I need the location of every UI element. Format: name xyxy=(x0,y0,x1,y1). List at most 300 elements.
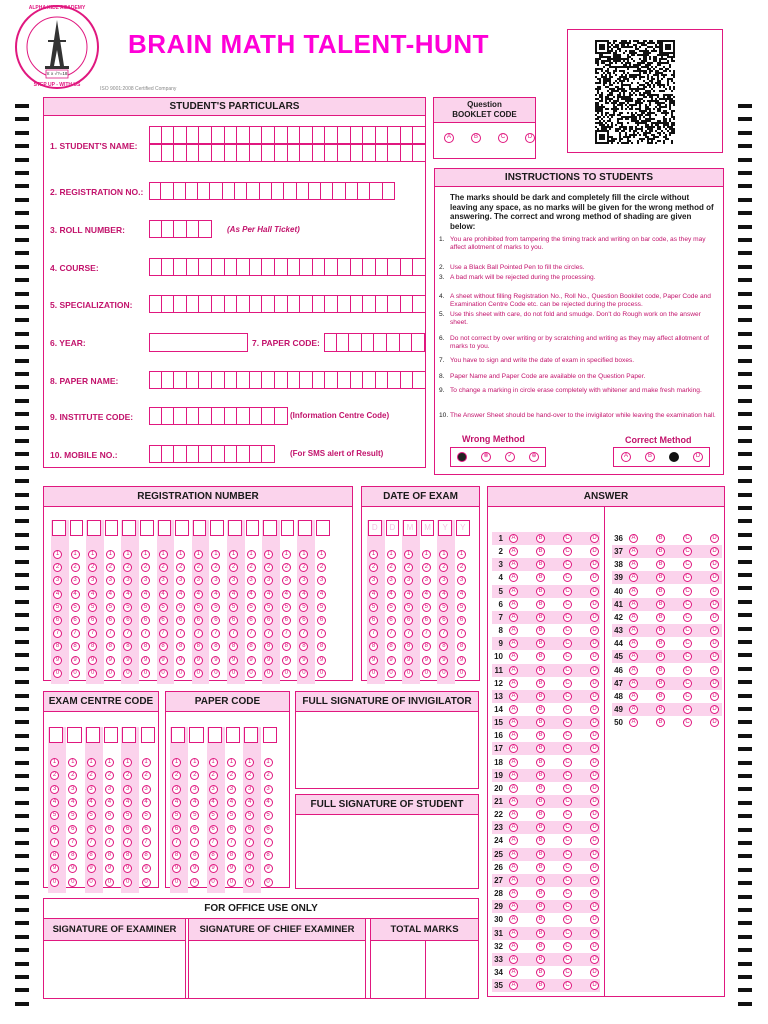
answer-bubble-q24-C[interactable]: C xyxy=(563,836,572,845)
char-box[interactable] xyxy=(149,258,162,276)
answer-bubble-q30-A[interactable]: A xyxy=(509,915,518,924)
date-digit-bubble[interactable]: 1 xyxy=(369,550,378,559)
date-digit-bubble[interactable]: 6 xyxy=(457,616,466,625)
char-box[interactable] xyxy=(149,144,162,162)
pc-digit-bubble[interactable]: 1 xyxy=(172,758,181,767)
reg-digit-bubble[interactable]: 5 xyxy=(176,603,185,612)
answer-bubble-q12-B[interactable]: B xyxy=(536,679,545,688)
reg-entry-box[interactable] xyxy=(158,520,172,536)
date-digit-bubble[interactable]: 7 xyxy=(387,629,396,638)
ecc-digit-bubble[interactable]: 0 xyxy=(105,878,114,887)
char-box[interactable] xyxy=(275,295,288,313)
reg-digit-bubble[interactable]: 7 xyxy=(141,629,150,638)
reg-digit-bubble[interactable]: 3 xyxy=(211,576,220,585)
char-box[interactable] xyxy=(309,182,321,200)
answer-bubble-q11-B[interactable]: B xyxy=(536,666,545,675)
char-box[interactable] xyxy=(187,258,200,276)
answer-bubble-q38-C[interactable]: C xyxy=(683,560,692,569)
char-box[interactable] xyxy=(401,371,414,389)
ecc-digit-bubble[interactable]: 6 xyxy=(105,825,114,834)
answer-bubble-q21-A[interactable]: A xyxy=(509,797,518,806)
date-digit-bubble[interactable]: 8 xyxy=(369,642,378,651)
pc-digit-bubble[interactable]: 4 xyxy=(227,798,236,807)
char-box[interactable] xyxy=(187,407,200,425)
pc-entry-box[interactable] xyxy=(226,727,240,743)
date-digit-bubble[interactable]: 4 xyxy=(439,590,448,599)
pc-digit-bubble[interactable]: 7 xyxy=(172,838,181,847)
ecc-digit-bubble[interactable]: 8 xyxy=(123,851,132,860)
pc-digit-bubble[interactable]: 0 xyxy=(264,878,273,887)
reg-digit-bubble[interactable]: 9 xyxy=(159,656,168,665)
date-digit-bubble[interactable]: 7 xyxy=(439,629,448,638)
answer-bubble-q9-D[interactable]: D xyxy=(590,639,599,648)
pc-digit-bubble[interactable]: 9 xyxy=(172,864,181,873)
date-digit-bubble[interactable]: 0 xyxy=(369,669,378,678)
char-box[interactable] xyxy=(288,126,301,144)
char-box[interactable] xyxy=(187,371,200,389)
char-box[interactable] xyxy=(288,258,301,276)
answer-bubble-q16-D[interactable]: D xyxy=(590,731,599,740)
reg-digit-bubble[interactable]: 7 xyxy=(282,629,291,638)
reg-digit-bubble[interactable]: 9 xyxy=(106,656,115,665)
char-box[interactable] xyxy=(313,295,326,313)
char-box[interactable] xyxy=(351,371,364,389)
answer-bubble-q41-B[interactable]: B xyxy=(656,600,665,609)
char-box[interactable] xyxy=(363,371,376,389)
reg-digit-bubble[interactable]: 3 xyxy=(71,576,80,585)
ecc-digit-bubble[interactable]: 3 xyxy=(105,785,114,794)
char-box[interactable] xyxy=(324,333,337,352)
ecc-digit-bubble[interactable]: 8 xyxy=(68,851,77,860)
reg-entry-box[interactable] xyxy=(122,520,136,536)
reg-digit-bubble[interactable]: 9 xyxy=(123,656,132,665)
answer-bubble-q39-D[interactable]: D xyxy=(710,573,719,582)
reg-digit-bubble[interactable]: 4 xyxy=(106,590,115,599)
ecc-digit-bubble[interactable]: 9 xyxy=(142,864,151,873)
student-name-boxes-2[interactable] xyxy=(149,144,426,162)
answer-bubble-q46-A[interactable]: A xyxy=(629,666,638,675)
specialization-boxes[interactable] xyxy=(149,295,426,313)
answer-bubble-q37-A[interactable]: A xyxy=(629,547,638,556)
reg-digit-bubble[interactable]: 8 xyxy=(159,642,168,651)
answer-bubble-q42-A[interactable]: A xyxy=(629,613,638,622)
booklet-option-A[interactable]: A xyxy=(444,133,454,143)
reg-digit-bubble[interactable]: 3 xyxy=(229,576,238,585)
answer-bubble-q14-D[interactable]: D xyxy=(590,705,599,714)
reg-digit-bubble[interactable]: 7 xyxy=(247,629,256,638)
reg-digit-bubble[interactable]: 2 xyxy=(299,563,308,572)
char-box[interactable] xyxy=(297,182,309,200)
char-box[interactable] xyxy=(212,295,225,313)
answer-bubble-q8-C[interactable]: C xyxy=(563,626,572,635)
reg-digit-bubble[interactable]: 1 xyxy=(106,550,115,559)
date-digit-bubble[interactable]: 4 xyxy=(404,590,413,599)
ecc-digit-bubble[interactable]: 3 xyxy=(50,785,59,794)
reg-digit-bubble[interactable]: 8 xyxy=(194,642,203,651)
answer-bubble-q23-C[interactable]: C xyxy=(563,823,572,832)
pc-digit-bubble[interactable]: 3 xyxy=(227,785,236,794)
date-entry-box[interactable]: M xyxy=(421,520,435,536)
reg-digit-bubble[interactable]: 2 xyxy=(53,563,62,572)
answer-bubble-q38-A[interactable]: A xyxy=(629,560,638,569)
char-box[interactable] xyxy=(149,126,162,144)
answer-bubble-q14-C[interactable]: C xyxy=(563,705,572,714)
ecc-digit-bubble[interactable]: 0 xyxy=(123,878,132,887)
reg-entry-box[interactable] xyxy=(316,520,330,536)
answer-bubble-q27-D[interactable]: D xyxy=(590,876,599,885)
reg-digit-bubble[interactable]: 8 xyxy=(88,642,97,651)
char-box[interactable] xyxy=(237,295,250,313)
pc-digit-bubble[interactable]: 0 xyxy=(190,878,199,887)
reg-digit-bubble[interactable]: 1 xyxy=(176,550,185,559)
reg-digit-bubble[interactable]: 7 xyxy=(88,629,97,638)
char-box[interactable] xyxy=(288,371,301,389)
answer-bubble-q6-D[interactable]: D xyxy=(590,600,599,609)
answer-bubble-q47-B[interactable]: B xyxy=(656,679,665,688)
answer-bubble-q31-A[interactable]: A xyxy=(509,929,518,938)
char-box[interactable] xyxy=(325,126,338,144)
date-digit-bubble[interactable]: 9 xyxy=(439,656,448,665)
char-box[interactable] xyxy=(325,295,338,313)
char-box[interactable] xyxy=(237,371,250,389)
reg-digit-bubble[interactable]: 0 xyxy=(159,669,168,678)
reg-digit-bubble[interactable]: 7 xyxy=(317,629,326,638)
date-digit-bubble[interactable]: 9 xyxy=(387,656,396,665)
answer-bubble-q10-B[interactable]: B xyxy=(536,652,545,661)
answer-bubble-q47-D[interactable]: D xyxy=(710,679,719,688)
reg-digit-bubble[interactable]: 8 xyxy=(229,642,238,651)
char-box[interactable] xyxy=(338,126,351,144)
answer-bubble-q27-C[interactable]: C xyxy=(563,876,572,885)
reg-digit-bubble[interactable]: 4 xyxy=(123,590,132,599)
reg-entry-box[interactable] xyxy=(140,520,154,536)
reg-digit-bubble[interactable]: 6 xyxy=(211,616,220,625)
char-box[interactable] xyxy=(351,126,364,144)
answer-bubble-q16-B[interactable]: B xyxy=(536,731,545,740)
answer-bubble-q11-D[interactable]: D xyxy=(590,666,599,675)
reg-digit-bubble[interactable]: 0 xyxy=(229,669,238,678)
date-digit-bubble[interactable]: 7 xyxy=(404,629,413,638)
reg-digit-bubble[interactable]: 2 xyxy=(282,563,291,572)
answer-bubble-q28-A[interactable]: A xyxy=(509,889,518,898)
date-digit-bubble[interactable]: 8 xyxy=(387,642,396,651)
ecc-digit-bubble[interactable]: 9 xyxy=(123,864,132,873)
char-box[interactable] xyxy=(199,445,212,463)
pc-digit-bubble[interactable]: 7 xyxy=(209,838,218,847)
char-box[interactable] xyxy=(275,371,288,389)
reg-digit-bubble[interactable]: 5 xyxy=(282,603,291,612)
char-box[interactable] xyxy=(237,126,250,144)
answer-bubble-q49-B[interactable]: B xyxy=(656,705,665,714)
char-box[interactable] xyxy=(187,445,200,463)
ecc-digit-bubble[interactable]: 0 xyxy=(87,878,96,887)
reg-digit-bubble[interactable]: 8 xyxy=(211,642,220,651)
answer-bubble-q15-C[interactable]: C xyxy=(563,718,572,727)
answer-bubble-q26-D[interactable]: D xyxy=(590,863,599,872)
reg-digit-bubble[interactable]: 8 xyxy=(299,642,308,651)
pc-digit-bubble[interactable]: 2 xyxy=(227,771,236,780)
pc-digit-bubble[interactable]: 6 xyxy=(190,825,199,834)
reg-digit-bubble[interactable]: 4 xyxy=(282,590,291,599)
answer-bubble-q23-A[interactable]: A xyxy=(509,823,518,832)
char-box[interactable] xyxy=(362,333,375,352)
answer-bubble-q29-A[interactable]: A xyxy=(509,902,518,911)
reg-entry-box[interactable] xyxy=(281,520,295,536)
ecc-digit-bubble[interactable]: 9 xyxy=(68,864,77,873)
student-signature[interactable] xyxy=(295,794,479,889)
reg-digit-bubble[interactable]: 3 xyxy=(194,576,203,585)
answer-bubble-q39-C[interactable]: C xyxy=(683,573,692,582)
reg-digit-bubble[interactable]: 3 xyxy=(299,576,308,585)
answer-bubble-q20-B[interactable]: B xyxy=(536,784,545,793)
reg-digit-bubble[interactable]: 1 xyxy=(71,550,80,559)
char-box[interactable] xyxy=(363,126,376,144)
char-box[interactable] xyxy=(260,182,272,200)
reg-digit-bubble[interactable]: 6 xyxy=(159,616,168,625)
answer-bubble-q46-B[interactable]: B xyxy=(656,666,665,675)
char-box[interactable] xyxy=(225,144,238,162)
char-box[interactable] xyxy=(199,407,212,425)
char-box[interactable] xyxy=(388,144,401,162)
char-box[interactable] xyxy=(262,371,275,389)
answer-bubble-q49-C[interactable]: C xyxy=(683,705,692,714)
ecc-digit-bubble[interactable]: 8 xyxy=(87,851,96,860)
date-digit-bubble[interactable]: 4 xyxy=(457,590,466,599)
answer-bubble-q22-A[interactable]: A xyxy=(509,810,518,819)
answer-bubble-q23-B[interactable]: B xyxy=(536,823,545,832)
ecc-digit-bubble[interactable]: 4 xyxy=(105,798,114,807)
reg-digit-bubble[interactable]: 1 xyxy=(88,550,97,559)
reg-digit-bubble[interactable]: 5 xyxy=(141,603,150,612)
reg-digit-bubble[interactable]: 1 xyxy=(282,550,291,559)
ecc-digit-bubble[interactable]: 5 xyxy=(105,811,114,820)
answer-bubble-q20-A[interactable]: A xyxy=(509,784,518,793)
ecc-digit-bubble[interactable]: 9 xyxy=(87,864,96,873)
char-box[interactable] xyxy=(376,126,389,144)
reg-digit-bubble[interactable]: 6 xyxy=(88,616,97,625)
pc-digit-bubble[interactable]: 7 xyxy=(190,838,199,847)
answer-bubble-q32-A[interactable]: A xyxy=(509,942,518,951)
answer-bubble-q1-D[interactable]: D xyxy=(590,534,599,543)
pc-digit-bubble[interactable]: 8 xyxy=(172,851,181,860)
reg-digit-bubble[interactable]: 8 xyxy=(141,642,150,651)
answer-bubble-q6-A[interactable]: A xyxy=(509,600,518,609)
char-box[interactable] xyxy=(237,407,250,425)
answer-bubble-q13-C[interactable]: C xyxy=(563,692,572,701)
registration-no-boxes[interactable] xyxy=(149,182,395,200)
answer-bubble-q7-A[interactable]: A xyxy=(509,613,518,622)
pc-digit-bubble[interactable]: 8 xyxy=(190,851,199,860)
reg-digit-bubble[interactable]: 9 xyxy=(194,656,203,665)
ecc-digit-bubble[interactable]: 1 xyxy=(87,758,96,767)
reg-digit-bubble[interactable]: 0 xyxy=(106,669,115,678)
reg-entry-box[interactable] xyxy=(210,520,224,536)
char-box[interactable] xyxy=(401,126,414,144)
answer-bubble-q18-A[interactable]: A xyxy=(509,758,518,767)
char-box[interactable] xyxy=(413,371,426,389)
answer-bubble-q24-B[interactable]: B xyxy=(536,836,545,845)
answer-bubble-q33-A[interactable]: A xyxy=(509,955,518,964)
char-box[interactable] xyxy=(250,407,263,425)
ecc-digit-bubble[interactable]: 3 xyxy=(87,785,96,794)
roll-number-boxes[interactable] xyxy=(149,220,212,238)
reg-digit-bubble[interactable]: 6 xyxy=(247,616,256,625)
date-digit-bubble[interactable]: 1 xyxy=(404,550,413,559)
char-box[interactable] xyxy=(413,295,426,313)
answer-bubble-q30-D[interactable]: D xyxy=(590,915,599,924)
char-box[interactable] xyxy=(162,407,175,425)
answer-bubble-q38-B[interactable]: B xyxy=(656,560,665,569)
char-box[interactable] xyxy=(325,258,338,276)
date-digit-bubble[interactable]: 7 xyxy=(457,629,466,638)
answer-bubble-q45-D[interactable]: D xyxy=(710,652,719,661)
answer-bubble-q50-D[interactable]: D xyxy=(710,718,719,727)
char-box[interactable] xyxy=(198,182,210,200)
reg-digit-bubble[interactable]: 4 xyxy=(53,590,62,599)
char-box[interactable] xyxy=(212,144,225,162)
char-box[interactable] xyxy=(223,182,235,200)
char-box[interactable] xyxy=(370,182,382,200)
reg-digit-bubble[interactable]: 7 xyxy=(159,629,168,638)
ecc-digit-bubble[interactable]: 7 xyxy=(105,838,114,847)
reg-digit-bubble[interactable]: 6 xyxy=(264,616,273,625)
reg-digit-bubble[interactable]: 0 xyxy=(299,669,308,678)
char-box[interactable] xyxy=(413,126,426,144)
date-digit-bubble[interactable]: 5 xyxy=(369,603,378,612)
answer-bubble-q26-A[interactable]: A xyxy=(509,863,518,872)
answer-bubble-q2-A[interactable]: A xyxy=(509,547,518,556)
date-entry-box[interactable]: Y xyxy=(456,520,470,536)
date-digit-bubble[interactable]: 1 xyxy=(387,550,396,559)
char-box[interactable] xyxy=(351,295,364,313)
char-box[interactable] xyxy=(300,126,313,144)
reg-digit-bubble[interactable]: 5 xyxy=(71,603,80,612)
examiner-signature[interactable] xyxy=(44,919,186,998)
answer-bubble-q17-A[interactable]: A xyxy=(509,744,518,753)
answer-bubble-q8-B[interactable]: B xyxy=(536,626,545,635)
pc-entry-box[interactable] xyxy=(244,727,258,743)
reg-digit-bubble[interactable]: 3 xyxy=(282,576,291,585)
char-box[interactable] xyxy=(162,371,175,389)
answer-bubble-q41-A[interactable]: A xyxy=(629,600,638,609)
reg-digit-bubble[interactable]: 6 xyxy=(282,616,291,625)
pc-digit-bubble[interactable]: 5 xyxy=(227,811,236,820)
answer-bubble-q3-C[interactable]: C xyxy=(563,560,572,569)
char-box[interactable] xyxy=(363,258,376,276)
answer-bubble-q10-A[interactable]: A xyxy=(509,652,518,661)
char-box[interactable] xyxy=(313,258,326,276)
answer-bubble-q17-B[interactable]: B xyxy=(536,744,545,753)
answer-bubble-q43-B[interactable]: B xyxy=(656,626,665,635)
reg-digit-bubble[interactable]: 5 xyxy=(264,603,273,612)
pc-digit-bubble[interactable]: 7 xyxy=(264,838,273,847)
answer-bubble-q48-D[interactable]: D xyxy=(710,692,719,701)
pc-digit-bubble[interactable]: 6 xyxy=(264,825,273,834)
reg-digit-bubble[interactable]: 7 xyxy=(211,629,220,638)
char-box[interactable] xyxy=(376,295,389,313)
char-box[interactable] xyxy=(212,407,225,425)
answer-bubble-q24-D[interactable]: D xyxy=(590,836,599,845)
reg-digit-bubble[interactable]: 4 xyxy=(299,590,308,599)
char-box[interactable] xyxy=(237,144,250,162)
reg-digit-bubble[interactable]: 7 xyxy=(299,629,308,638)
ecc-digit-bubble[interactable]: 5 xyxy=(87,811,96,820)
answer-bubble-q35-C[interactable]: C xyxy=(563,981,572,990)
date-digit-bubble[interactable]: 6 xyxy=(369,616,378,625)
reg-digit-bubble[interactable]: 1 xyxy=(247,550,256,559)
ecc-digit-bubble[interactable]: 7 xyxy=(68,838,77,847)
reg-entry-box[interactable] xyxy=(228,520,242,536)
date-digit-bubble[interactable]: 0 xyxy=(387,669,396,678)
answer-bubble-q17-C[interactable]: C xyxy=(563,744,572,753)
char-box[interactable] xyxy=(288,144,301,162)
reg-digit-bubble[interactable]: 9 xyxy=(229,656,238,665)
reg-digit-bubble[interactable]: 4 xyxy=(229,590,238,599)
answer-bubble-q47-A[interactable]: A xyxy=(629,679,638,688)
date-digit-bubble[interactable]: 6 xyxy=(439,616,448,625)
answer-bubble-q32-B[interactable]: B xyxy=(536,942,545,951)
date-digit-bubble[interactable]: 1 xyxy=(439,550,448,559)
pc-digit-bubble[interactable]: 4 xyxy=(264,798,273,807)
paper-code-boxes[interactable] xyxy=(324,333,425,352)
answer-bubble-q8-A[interactable]: A xyxy=(509,626,518,635)
answer-bubble-q5-A[interactable]: A xyxy=(509,587,518,596)
char-box[interactable] xyxy=(199,144,212,162)
reg-digit-bubble[interactable]: 4 xyxy=(247,590,256,599)
answer-bubble-q28-C[interactable]: C xyxy=(563,889,572,898)
answer-bubble-q40-C[interactable]: C xyxy=(683,587,692,596)
answer-bubble-q18-B[interactable]: B xyxy=(536,758,545,767)
pc-digit-bubble[interactable]: 2 xyxy=(190,771,199,780)
ecc-digit-bubble[interactable]: 6 xyxy=(50,825,59,834)
date-digit-bubble[interactable]: 0 xyxy=(457,669,466,678)
char-box[interactable] xyxy=(388,258,401,276)
reg-digit-bubble[interactable]: 3 xyxy=(88,576,97,585)
reg-digit-bubble[interactable]: 8 xyxy=(123,642,132,651)
answer-bubble-q29-B[interactable]: B xyxy=(536,902,545,911)
char-box[interactable] xyxy=(149,295,162,313)
char-box[interactable] xyxy=(376,371,389,389)
char-box[interactable] xyxy=(199,371,212,389)
char-box[interactable] xyxy=(313,126,326,144)
char-box[interactable] xyxy=(376,144,389,162)
ecc-digit-bubble[interactable]: 0 xyxy=(68,878,77,887)
char-box[interactable] xyxy=(349,333,362,352)
date-digit-bubble[interactable]: 3 xyxy=(439,576,448,585)
date-entry-box[interactable]: D xyxy=(386,520,400,536)
reg-digit-bubble[interactable]: 8 xyxy=(53,642,62,651)
date-digit-bubble[interactable]: 5 xyxy=(387,603,396,612)
answer-bubble-q9-C[interactable]: C xyxy=(563,639,572,648)
answer-bubble-q50-A[interactable]: A xyxy=(629,718,638,727)
date-digit-bubble[interactable]: 9 xyxy=(422,656,431,665)
answer-bubble-q28-D[interactable]: D xyxy=(590,889,599,898)
char-box[interactable] xyxy=(199,295,212,313)
answer-bubble-q45-A[interactable]: A xyxy=(629,652,638,661)
answer-bubble-q31-D[interactable]: D xyxy=(590,929,599,938)
date-digit-bubble[interactable]: 3 xyxy=(457,576,466,585)
answer-bubble-q41-C[interactable]: C xyxy=(683,600,692,609)
reg-digit-bubble[interactable]: 4 xyxy=(176,590,185,599)
pc-digit-bubble[interactable]: 0 xyxy=(227,878,236,887)
answer-bubble-q13-D[interactable]: D xyxy=(590,692,599,701)
pc-digit-bubble[interactable]: 3 xyxy=(245,785,254,794)
answer-bubble-q12-A[interactable]: A xyxy=(509,679,518,688)
char-box[interactable] xyxy=(174,407,187,425)
date-digit-bubble[interactable]: 9 xyxy=(369,656,378,665)
ecc-digit-bubble[interactable]: 4 xyxy=(142,798,151,807)
answer-bubble-q23-D[interactable]: D xyxy=(590,823,599,832)
